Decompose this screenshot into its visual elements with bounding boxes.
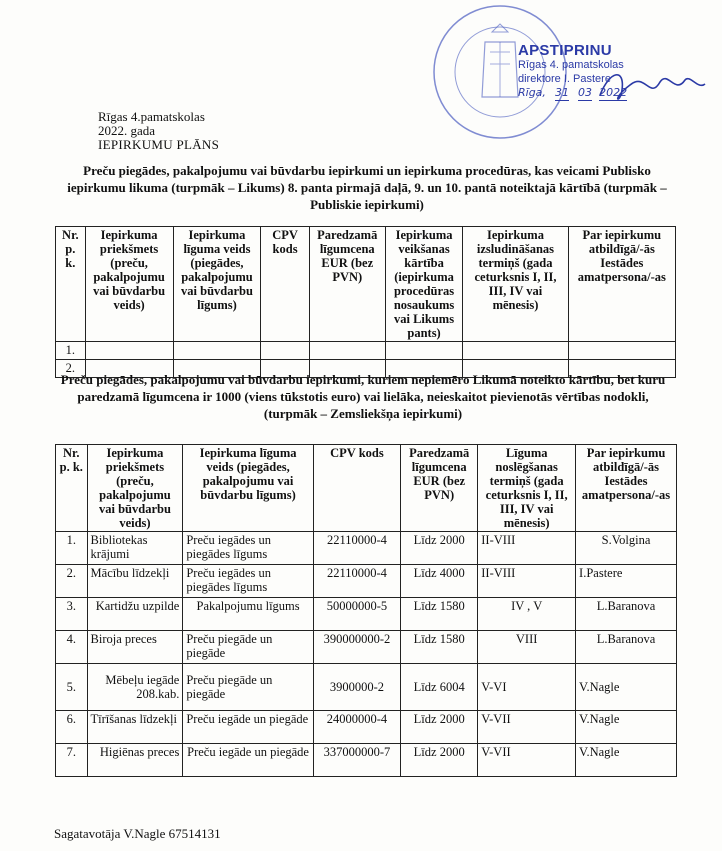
table-row — [56, 711, 677, 744]
price-cell: Līdz 2000 — [401, 711, 478, 744]
responsible-person-cell: L.Baranova — [576, 598, 677, 631]
price-cell: Līdz 6004 — [401, 664, 478, 711]
column-header: Iepirkuma priekšmets (preču, pakalpojumu vai būvdarbu veids) — [87, 445, 183, 532]
price-cell: Līdz 1580 — [401, 631, 478, 664]
column-header: Par iepirkumu atbildīgā/-ās Iestādes amatpersona/-as — [568, 227, 675, 342]
approval-stamp — [420, 2, 720, 147]
subject-cell: Biroja preces — [87, 631, 183, 664]
subject-cell: Mācību līdzekļi — [87, 565, 183, 598]
approve-day: 31 — [554, 86, 569, 99]
row-number: 7. — [56, 744, 88, 777]
column-header: Par iepirkumu atbildīgā/-ās Iestādes amatpersona/-as — [576, 445, 677, 532]
term-cell: VIII — [478, 631, 576, 664]
plan-year: 2022. gada — [98, 123, 156, 138]
column-header: Nr. p. k. — [56, 227, 86, 342]
contract-type-cell: Preču iegāde un piegāde — [183, 711, 313, 744]
cpv-code-cell: 337000000-7 — [313, 744, 400, 777]
prepared-by: Sagatavotāja V.Nagle 67514131 — [54, 826, 221, 841]
row-number: 1. — [56, 532, 88, 565]
cpv-code-cell: 22110000-4 — [313, 532, 400, 565]
column-header: Iepirkuma līguma veids (piegādes, pakalpojumu vai būvdarbu līgums) — [183, 445, 313, 532]
responsible-person-cell: V.Nagle — [576, 664, 677, 711]
term-cell: II-VIII — [478, 565, 576, 598]
section2-title: Preču piegādes, pakalpojumu vai būvdarbu iepirkumi, kuriem nepiemēro Likumā noteikto kārtību, bet kuru paredzamā līgumcena ir 1000 (viens tūkstotis euro) vai lielāka, neieskaitot pievienotās vērtības nodokli, (turpmāk – Zemsliekšņa iepirkumi) — [60, 372, 666, 421]
cpv-code-cell: 3900000-2 — [313, 664, 400, 711]
document-header — [98, 110, 219, 152]
column-header: CPV kods — [261, 227, 309, 342]
plan-title: IEPIRKUMU PLĀNS — [98, 137, 220, 152]
contract-type-cell: Preču piegāde un piegāde — [183, 664, 313, 711]
table-row — [56, 565, 677, 598]
subject-cell: Tīrīšanas līdzekļi — [87, 711, 183, 744]
price-cell: Līdz 2000 — [401, 744, 478, 777]
cpv-code-cell: 50000000-5 — [313, 598, 400, 631]
price-cell: Līdz 2000 — [401, 532, 478, 565]
approve-month: 03 — [578, 86, 593, 99]
approve-line1: Rīgas 4. pamatskolas — [518, 59, 624, 71]
column-header: CPV kods — [313, 445, 400, 532]
table-row — [56, 532, 677, 565]
contract-type-cell: Pakalpojumu līgums — [183, 598, 313, 631]
table-row — [56, 664, 677, 711]
row-number: 1. — [56, 342, 86, 360]
subject-cell: Bibliotekas krājumi — [87, 532, 183, 565]
row-number: 2. — [56, 565, 88, 598]
empty-cell — [385, 342, 462, 360]
column-header: Iepirkuma izsludināšanas termiņš (gada ceturksnis I, II, III, IV vai mēnesis) — [463, 227, 568, 342]
column-header: Iepirkuma līguma veids (piegādes, pakalpojumu vai būvdarbu līgums) — [173, 227, 261, 342]
contract-type-cell: Preču iegādes un piegādes līgums — [183, 565, 313, 598]
approve-year: 2022 — [599, 86, 628, 99]
responsible-person-cell: S.Volgina — [576, 532, 677, 565]
column-header: Iepirkuma veikšanas kārtība (iepirkuma procedūras nosaukums vai Likums pants) — [385, 227, 462, 342]
empty-cell — [568, 342, 675, 360]
empty-cell — [173, 342, 261, 360]
contract-type-cell: Preču iegādes un piegādes līgums — [183, 532, 313, 565]
school-name: Rīgas 4.pamatskolas — [98, 109, 205, 124]
cpv-code-cell: 390000000-2 — [313, 631, 400, 664]
column-header: Līguma noslēgšanas termiņš (gada ceturksnis I, II, III, IV vai mēnesis) — [478, 445, 576, 532]
approve-line2: direktore I. Pastere — [518, 73, 611, 85]
responsible-person-cell: V.Nagle — [576, 744, 677, 777]
responsible-person-cell: V.Nagle — [576, 711, 677, 744]
row-number: 5. — [56, 664, 88, 711]
subject-cell: Mēbeļu iegāde 208.kab. — [87, 664, 183, 711]
table-row — [56, 631, 677, 664]
responsible-person-cell: I.Pastere — [576, 565, 677, 598]
approve-title: APSTIPRINU — [518, 42, 612, 59]
term-cell: V-VI — [478, 664, 576, 711]
table-row — [56, 598, 677, 631]
row-number: 6. — [56, 711, 88, 744]
price-cell: Līdz 1580 — [401, 598, 478, 631]
empty-cell — [261, 342, 309, 360]
column-header: Paredzamā līgumcena EUR (bez PVN) — [309, 227, 385, 342]
signature-icon — [590, 60, 710, 110]
responsible-person-cell: L.Baranova — [576, 631, 677, 664]
table-header-row — [56, 445, 677, 532]
column-header: Nr. p. k. — [56, 445, 88, 532]
row-number: 4. — [56, 631, 88, 664]
cpv-code-cell: 22110000-4 — [313, 565, 400, 598]
column-header: Iepirkuma priekšmets (preču, pakalpojumu vai būvdarbu veids) — [85, 227, 173, 342]
term-cell: V-VII — [478, 711, 576, 744]
term-cell: V-VII — [478, 744, 576, 777]
term-cell: IV , V — [478, 598, 576, 631]
row-number: 3. — [56, 598, 88, 631]
subject-cell: Higiēnas preces — [87, 744, 183, 777]
row-number: 2. — [56, 360, 86, 378]
cpv-code-cell: 24000000-4 — [313, 711, 400, 744]
column-header: Paredzamā līgumcena EUR (bez PVN) — [401, 445, 478, 532]
subject-cell: Kartidžu uzpilde — [87, 598, 183, 631]
empty-cell — [463, 342, 568, 360]
table-header-row — [56, 227, 676, 342]
public-procurement-table — [55, 226, 676, 378]
table-row — [56, 342, 676, 360]
term-cell: II-VIII — [478, 532, 576, 565]
approve-place: Rīga, — [518, 86, 546, 99]
empty-cell — [309, 342, 385, 360]
low-value-procurement-table — [55, 444, 677, 777]
empty-cell — [85, 342, 173, 360]
price-cell: Līdz 4000 — [401, 565, 478, 598]
section1-title: Preču piegādes, pakalpojumu vai būvdarbu iepirkumi un iepirkuma procedūras, kas veicami Publisko iepirkumu likuma (turpmāk – Likums) 8. panta pirmajā daļā, 9. un 10. pantā noteiktajā kārtībā (turpmāk – Publiskie iepirkumi) — [67, 163, 667, 212]
contract-type-cell: Preču piegāde un piegāde — [183, 631, 313, 664]
table-row — [56, 744, 677, 777]
contract-type-cell: Preču iegāde un piegāde — [183, 744, 313, 777]
